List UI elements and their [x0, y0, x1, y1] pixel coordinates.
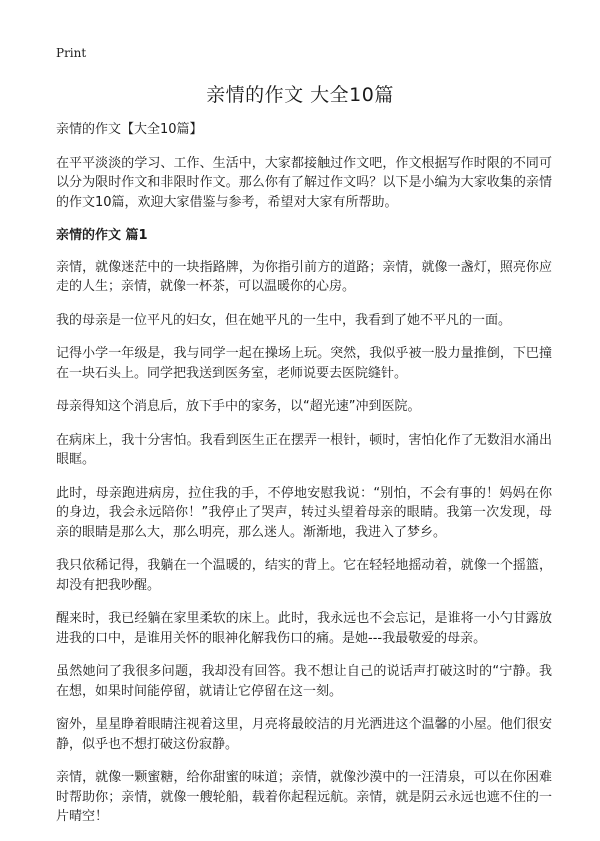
paragraph: 窗外，星星睁着眼睛注视着这里，月亮将最皎洁的月光洒进这个温馨的小屋。他们很安静，似乎也不想打破这份寂静。	[56, 717, 552, 752]
paragraph: 亲情，就像迷茫中的一块指路牌，为你指引前方的道路；亲情，就像一盏灯，照亮你应走的人生；亲情，就像一杯茶，可以温暖你的心房。	[56, 259, 552, 294]
page-title: 亲情的作文 大全10篇	[206, 84, 394, 106]
paragraph: 亲情，就像一颗蜜糖，给你甜蜜的味道；亲情，就像沙漠中的一汪清泉，可以在你困难时帮助你；亲情，就像一艘轮船，载着你起程远航。亲情，就是阴云永远也遮不住的一片晴空！	[56, 770, 552, 824]
paragraph: 我的母亲是一位平凡的妇女，但在她平凡的一生中，我看到了她不平凡的一面。	[56, 312, 512, 328]
paragraph: 母亲得知这个消息后，放下手中的家务，以“超光速”冲到医院。	[56, 399, 421, 414]
intro-paragraph: 在平平淡淡的学习、工作、生活中，大家都接触过作文吧，作文根据写作时限的不同可以分为限时作文和非限时作文。那么你有了解过作文吗？以下是小编为大家收集的亲情的作文10篇，欢迎大家借鉴与参考，希望对大家有所帮助。	[56, 155, 552, 210]
paragraph: 醒来时，我已经躺在家里柔软的床上。此时，我永远也不会忘记，是谁将一小勺甘露放进我的口中，是谁用关怀的眼神化解我伤口的痛。是她---我最敬爱的母亲。	[56, 611, 552, 646]
paragraph: 虽然她问了我很多问题，我却没有回答。我不想让自己的说话声打破这时的“宁静。我在想，如果时间能停留，就请让它停留在这一刻。	[56, 664, 552, 699]
document-subtitle: 亲情的作文【大全10篇】	[56, 122, 203, 137]
paragraph: 记得小学一年级是，我与同学一起在操场上玩。突然，我似乎被一股力量推倒，下巴撞在一块石头上。同学把我送到医务室，老师说要去医院缝针。	[56, 346, 552, 381]
document-body	[56, 120, 552, 841]
paragraph: 此时，母亲跑进病房，拉住我的手，不停地安慰我说：“别怕，不会有事的！妈妈在你的身边，我会永远陪你！”我停止了哭声，转过头望着母亲的眼睛。我第一次发现，母亲的眼睛是那么大，那么明亮，那么迷人。渐渐地，我进入了梦乡。	[56, 485, 552, 540]
paragraph: 在病床上，我十分害怕。我看到医生正在摆弄一根针，顿时，害怕化作了无数泪水涌出眼眶。	[56, 432, 552, 467]
print-link[interactable]: Print	[56, 46, 87, 60]
section-heading: 亲情的作文 篇1	[56, 228, 148, 243]
paragraph: 我只依稀记得，我躺在一个温暖的，结实的背上。它在轻轻地摇动着，就像一个摇篮，却没有把我吵醒。	[56, 558, 552, 593]
